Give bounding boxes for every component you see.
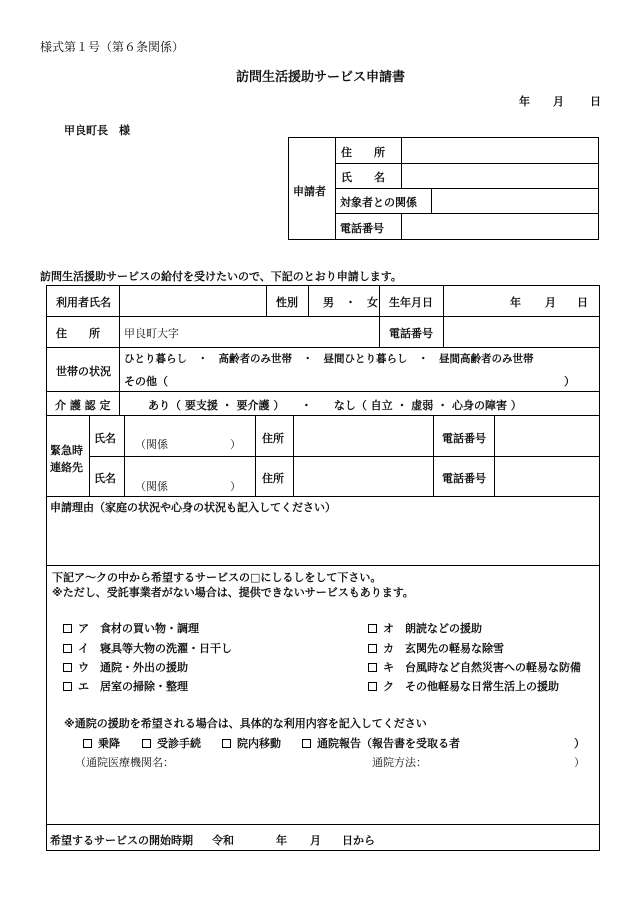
checkbox-icon[interactable] <box>83 739 92 748</box>
household-other[interactable]: その他（ <box>124 375 168 388</box>
addressee: 甲良町長 様 <box>64 124 130 137</box>
checkbox-icon[interactable] <box>222 739 231 748</box>
emergency-2-relation[interactable]: （関係 <box>135 480 168 493</box>
date-day: 日 <box>590 95 601 108</box>
services-intro-2: ※ただし、受託事業者がない場合は、提供できないサービスもあります。 <box>52 586 414 599</box>
date-year: 年 <box>519 95 530 108</box>
checkbox-icon[interactable] <box>63 624 72 633</box>
emergency-2-phone-field[interactable] <box>496 458 598 495</box>
address-label: 住 所 <box>56 327 100 340</box>
service-ki[interactable]: キ 台風時など自然災害への軽易な防備 <box>368 659 581 675</box>
emergency-2-phone-label: 電話番号 <box>442 472 486 485</box>
emergency-label-1: 緊急時 <box>50 444 83 457</box>
applicant-phone-field[interactable] <box>403 215 597 238</box>
emergency-1-phone-field[interactable] <box>496 417 598 455</box>
service-o[interactable]: オ 朗読などの援助 <box>368 620 482 636</box>
applicant-name-field[interactable] <box>403 165 597 187</box>
user-name-label: 利用者氏名 <box>56 296 111 309</box>
page-title: 訪問生活援助サービス申請書 <box>236 70 406 85</box>
visit-method-close: ） <box>574 756 585 769</box>
emergency-2-address-label: 住所 <box>262 472 284 485</box>
service-ku[interactable]: ク その他軽易な日常生活上の援助 <box>368 678 559 694</box>
emergency-label-2: 連絡先 <box>50 461 83 474</box>
applicant-relation-label: 対象者との関係 <box>340 196 417 209</box>
emergency-1-relation-close: ） <box>230 438 241 451</box>
service-i[interactable]: イ 寝具等大物の洗濯・日干し <box>63 640 232 656</box>
sex-label: 性別 <box>276 296 298 309</box>
hospital-name-label: （通院医療機関名： <box>75 756 174 769</box>
user-phone-label: 電話番号 <box>389 327 433 340</box>
applicant-label: 申請者 <box>293 185 326 198</box>
checkbox-icon[interactable] <box>302 739 311 748</box>
reason-field[interactable] <box>48 515 598 563</box>
applicant-relation-field[interactable] <box>433 190 597 212</box>
visit-option-reception[interactable]: 受診手続 <box>142 735 201 751</box>
checkbox-icon[interactable] <box>142 739 151 748</box>
visit-option-report[interactable]: 通院報告（報告書を受取る者 <box>302 735 460 751</box>
emergency-1-address-field[interactable] <box>295 417 432 455</box>
intro-text: 訪問生活援助サービスの給付を受けたいので、下記のとおり申請します。 <box>40 270 402 283</box>
start-label: 希望するサービスの開始時期 <box>50 834 193 847</box>
birthdate-label: 生年月日 <box>389 296 433 309</box>
start-era: 令和 <box>212 834 234 847</box>
visit-report-close: ） <box>574 737 585 750</box>
start-month-mark: 月 <box>310 834 321 847</box>
emergency-1-phone-label: 電話番号 <box>442 432 486 445</box>
start-day-mark: 日から <box>342 834 375 847</box>
care-label: 介 護 認 定 <box>55 399 111 412</box>
care-options[interactable]: あり（ 要支援 ・ 要介護 ） ・ なし（ 自立 ・ 虚弱 ・ 心身の障害 ） <box>148 399 522 412</box>
applicant-name-label: 氏 名 <box>341 171 385 184</box>
checkbox-icon[interactable] <box>368 682 377 691</box>
checkbox-icon[interactable] <box>63 682 72 691</box>
sex-options[interactable]: 男 ・ 女 <box>323 296 378 309</box>
checkbox-icon[interactable] <box>368 663 377 672</box>
emergency-1-relation[interactable]: （関係 <box>135 438 168 451</box>
household-label: 世帯の状況 <box>56 365 111 378</box>
emergency-2-address-field[interactable] <box>295 458 432 495</box>
visit-option-inhospital[interactable]: 院内移動 <box>222 735 281 751</box>
service-a[interactable]: ア 食材の買い物・調理 <box>63 620 199 636</box>
birth-day-mark: 日 <box>577 296 588 309</box>
visit-option-boarding[interactable]: 乗降 <box>83 735 120 751</box>
emergency-1-address-label: 住所 <box>262 432 284 445</box>
household-options[interactable]: ひとり暮らし ・ 高齢者のみ世帯 ・ 昼間ひとり暮らし ・ 昼間高齢者のみ世帯 <box>124 353 534 365</box>
birth-month-mark: 月 <box>545 296 556 309</box>
form-number: 様式第１号（第６条関係） <box>40 40 185 54</box>
user-name-field[interactable] <box>121 287 265 315</box>
address-value[interactable]: 甲良町大字 <box>124 327 179 340</box>
reason-label: 申請理由（家庭の状況や心身の状況も記入してください） <box>50 501 336 514</box>
service-u[interactable]: ウ 通院・外出の援助 <box>63 659 188 675</box>
emergency-2-name-label: 氏名 <box>94 472 116 485</box>
household-other-close: ） <box>564 375 575 388</box>
checkbox-icon[interactable] <box>368 624 377 633</box>
user-phone-field[interactable] <box>445 318 598 346</box>
visit-note: ※通院の援助を希望される場合は、具体的な利用内容を記入してください <box>64 717 427 730</box>
applicant-phone-label: 電話番号 <box>340 222 384 235</box>
start-year-mark: 年 <box>276 834 287 847</box>
birth-year-mark: 年 <box>510 296 521 309</box>
checkbox-icon[interactable] <box>63 644 72 653</box>
service-ka[interactable]: カ 玄関先の軽易な除雪 <box>368 640 504 656</box>
checkbox-icon[interactable] <box>63 663 72 672</box>
service-e[interactable]: エ 居室の掃除・整理 <box>63 678 188 694</box>
emergency-2-relation-close: ） <box>230 480 241 493</box>
visit-method-label: 通院方法： <box>372 756 427 769</box>
services-intro-1: 下記ア～クの中から希望するサービスの□にしるしをして下さい。 <box>52 571 382 584</box>
applicant-address-label: 住 所 <box>341 146 385 159</box>
date-month: 月 <box>553 95 564 108</box>
checkbox-icon[interactable] <box>368 644 377 653</box>
emergency-1-name-label: 氏名 <box>94 432 116 445</box>
applicant-address-field[interactable] <box>403 139 597 162</box>
